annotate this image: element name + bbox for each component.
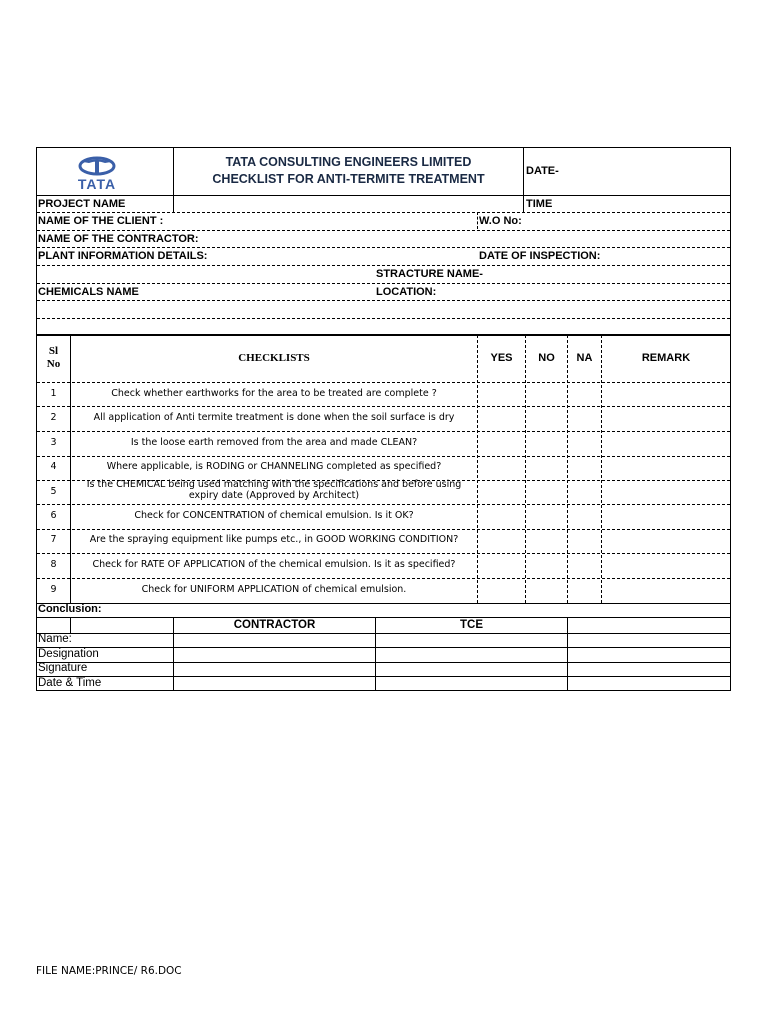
row-divider bbox=[37, 300, 730, 301]
row-divider bbox=[37, 553, 730, 554]
remark-header: REMARK bbox=[641, 352, 691, 364]
header-divider bbox=[523, 148, 524, 195]
checklist-item: All application of Anti termite treatment is done when the soil surface is dry bbox=[93, 412, 455, 423]
row-divider bbox=[37, 633, 730, 634]
row-number: 6 bbox=[50, 510, 57, 521]
row-number: 4 bbox=[50, 461, 57, 472]
col-divider bbox=[70, 617, 71, 633]
location-label: LOCATION: bbox=[376, 286, 437, 298]
time-label: TIME bbox=[526, 198, 553, 210]
checklist-item: Check for UNIFORM APPLICATION of chemical emulsion. bbox=[141, 584, 407, 595]
date-label: DATE- bbox=[526, 165, 559, 177]
row-number: 1 bbox=[50, 388, 57, 399]
logo-text: TATA bbox=[77, 176, 117, 192]
na-header: NA bbox=[576, 352, 593, 364]
row-divider bbox=[37, 318, 730, 319]
table-top-border bbox=[37, 335, 730, 336]
row-divider bbox=[37, 456, 730, 457]
signature-label: Signature bbox=[38, 662, 88, 674]
row-divider bbox=[37, 247, 730, 248]
row-divider bbox=[37, 406, 730, 407]
sl-no-header-line2: No bbox=[46, 358, 61, 370]
project-name-label: PROJECT NAME bbox=[38, 198, 126, 210]
checklist-item: Is the CHEMICAL being used matching with the specifications and before using bbox=[86, 479, 462, 490]
row-divider bbox=[37, 283, 730, 284]
yes-header: YES bbox=[490, 352, 513, 364]
col-divider bbox=[601, 335, 602, 603]
row-number: 7 bbox=[50, 534, 57, 545]
col-divider bbox=[567, 335, 568, 603]
checklist-form bbox=[36, 147, 731, 691]
conclusion-top-border bbox=[37, 603, 730, 604]
row-divider bbox=[37, 431, 730, 432]
row-number: 3 bbox=[50, 437, 57, 448]
tce-column-header: TCE bbox=[460, 619, 483, 631]
info-divider bbox=[173, 195, 174, 212]
checklist-item: Check for CONCENTRATION of chemical emulsion. Is it OK? bbox=[134, 510, 414, 521]
header-bottom-border bbox=[37, 195, 730, 196]
date-of-inspection-label: DATE OF INSPECTION: bbox=[479, 250, 601, 262]
file-name-footer: FILE NAME:PRINCE/ R6.DOC bbox=[36, 965, 182, 977]
row-divider bbox=[37, 529, 730, 530]
chemicals-name-label: CHEMICALS NAME bbox=[38, 286, 139, 298]
plant-info-label: PLANT INFORMATION DETAILS: bbox=[38, 250, 208, 262]
row-divider bbox=[37, 230, 730, 231]
col-divider bbox=[525, 335, 526, 603]
checklists-header: CHECKLISTS bbox=[238, 352, 310, 364]
row-divider bbox=[37, 504, 730, 505]
row-divider bbox=[37, 676, 730, 677]
name-label: Name: bbox=[38, 633, 72, 645]
row-number: 2 bbox=[50, 412, 57, 423]
row-divider bbox=[37, 647, 730, 648]
row-divider bbox=[37, 578, 730, 579]
sl-no-header-line1: Sl bbox=[48, 345, 59, 357]
contractor-label: NAME OF THE CONTRACTOR: bbox=[38, 233, 199, 245]
row-divider bbox=[37, 662, 730, 663]
checklist-item: Is the loose earth removed from the area and made CLEAN? bbox=[130, 437, 418, 448]
row-divider bbox=[37, 617, 730, 618]
date-time-label: Date & Time bbox=[38, 677, 102, 689]
checklist-item: Are the spraying equipment like pumps etc., in GOOD WORKING CONDITION? bbox=[89, 534, 459, 545]
row-number: 5 bbox=[50, 486, 57, 497]
row-divider bbox=[37, 382, 730, 383]
contractor-column-header: CONTRACTOR bbox=[233, 619, 316, 631]
tata-logo bbox=[61, 156, 133, 192]
checklist-item-continued: expiry date (Approved by Architect) bbox=[188, 490, 360, 501]
conclusion-label: Conclusion: bbox=[38, 603, 102, 615]
structure-name-label: STRACTURE NAME- bbox=[376, 268, 483, 280]
col-divider bbox=[567, 617, 568, 690]
no-header: NO bbox=[538, 352, 555, 364]
client-label: NAME OF THE CLIENT : bbox=[38, 215, 164, 227]
row-number: 9 bbox=[50, 584, 57, 595]
designation-label: Designation bbox=[38, 648, 99, 660]
info-divider bbox=[477, 212, 478, 229]
row-divider bbox=[37, 265, 730, 266]
checklist-item: Check whether earthworks for the area to be treated are complete ? bbox=[111, 388, 437, 399]
company-name: TATA CONSULTING ENGINEERS LIMITED bbox=[225, 155, 472, 169]
checklist-item: Check for RATE OF APPLICATION of the chemical emulsion. Is it as specified? bbox=[92, 559, 456, 570]
checklist-item: Where applicable, is RODING or CHANNELING completed as specified? bbox=[106, 461, 442, 472]
row-number: 8 bbox=[50, 559, 57, 570]
wo-no-label: W.O No: bbox=[479, 215, 522, 227]
col-divider bbox=[477, 335, 478, 603]
info-divider bbox=[523, 195, 524, 212]
row-divider bbox=[37, 212, 730, 213]
doc-title: CHECKLIST FOR ANTI-TERMITE TREATMENT bbox=[212, 172, 485, 186]
